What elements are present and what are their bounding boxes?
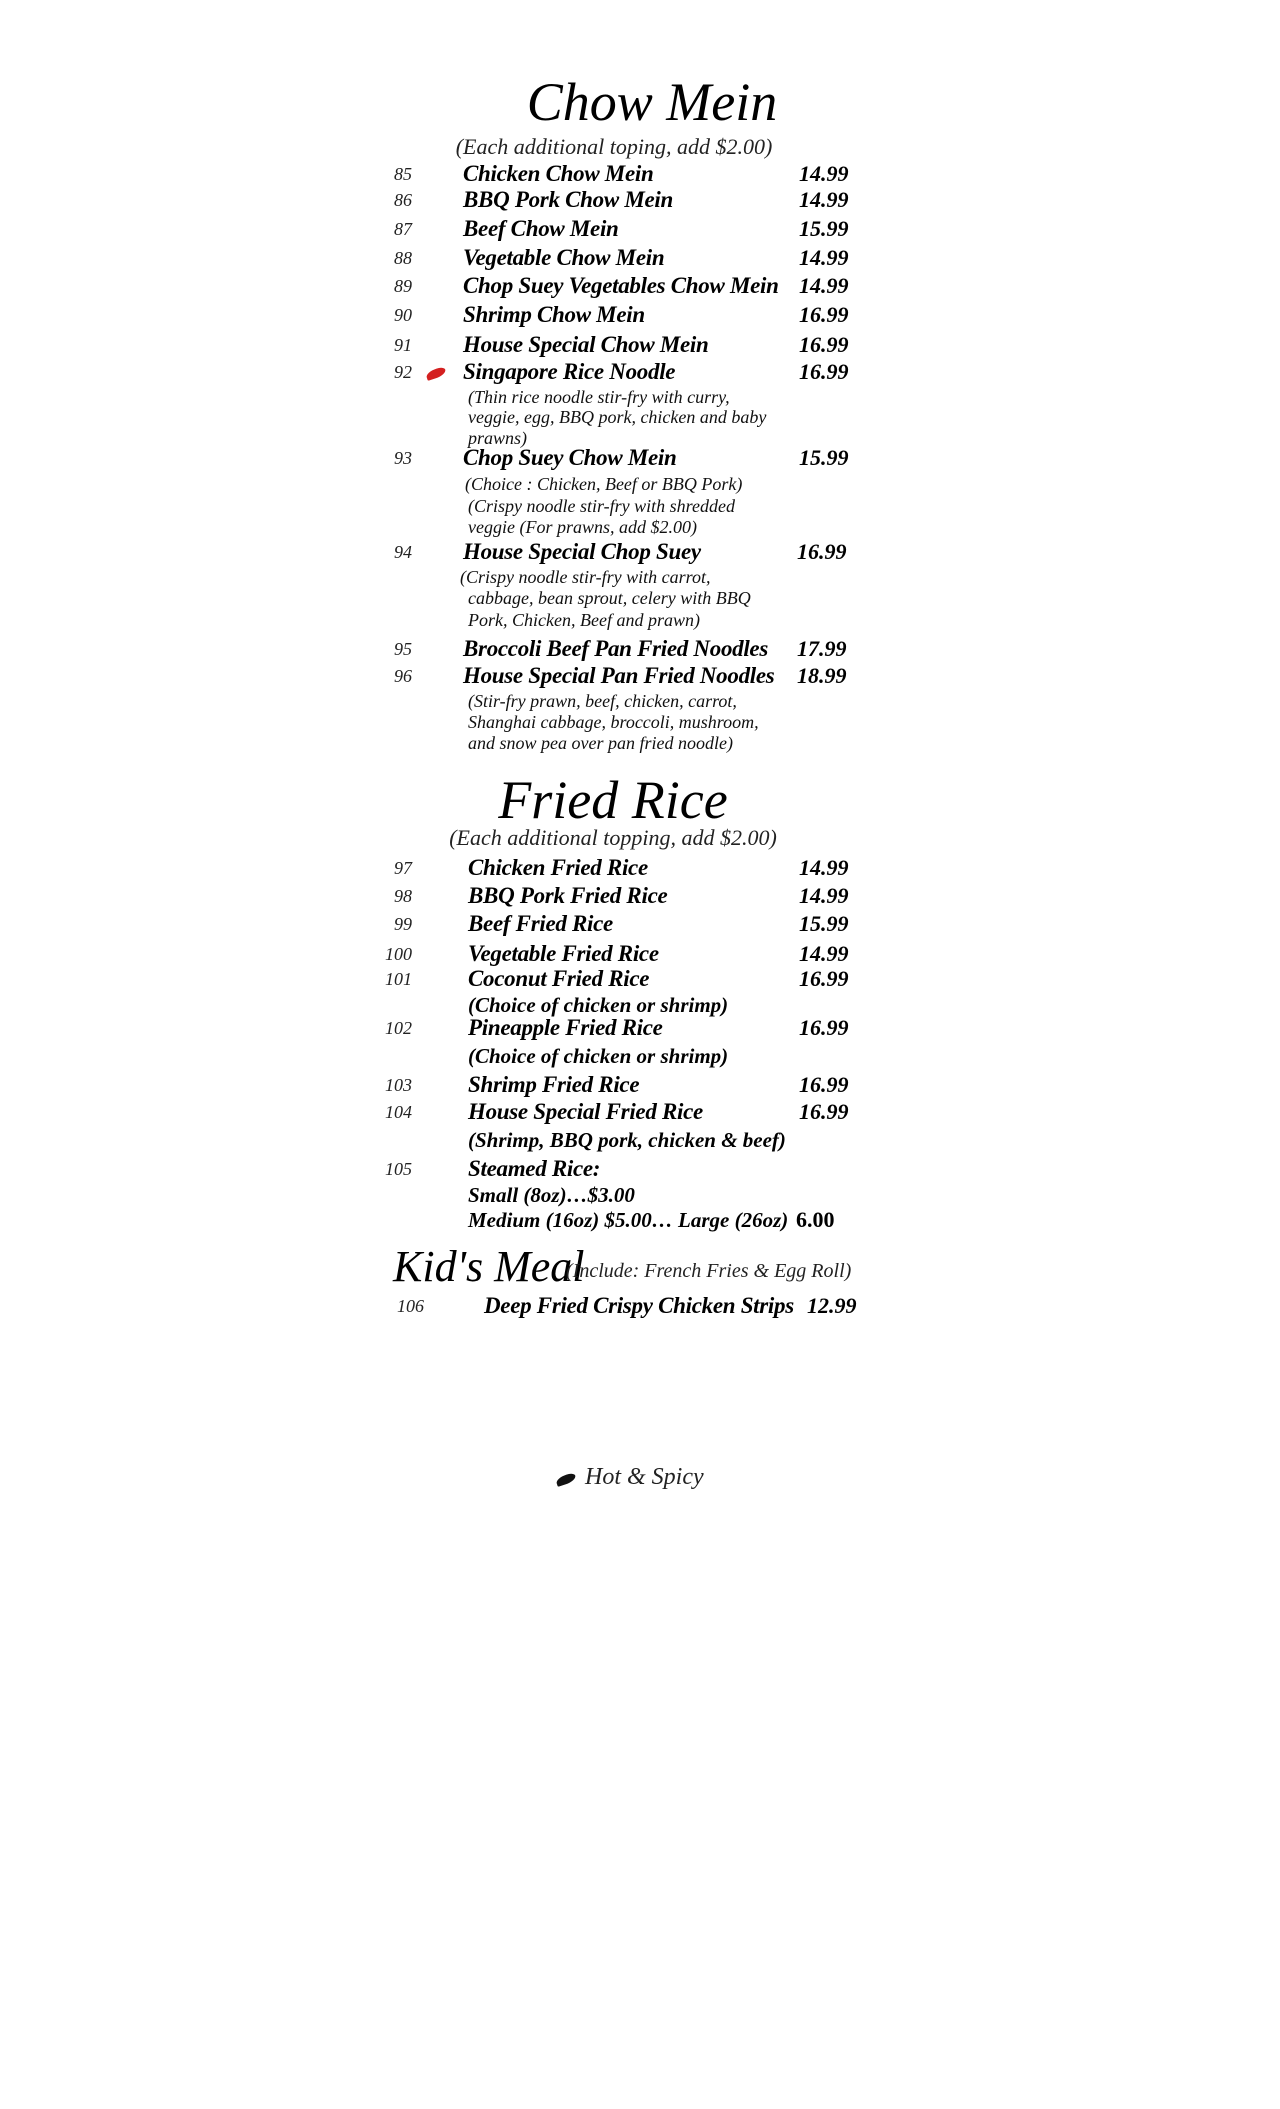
item-description: (Choice of chicken or shrimp) <box>468 993 729 1017</box>
item-number: 86 <box>394 190 412 210</box>
item-name: House Special Chow Mein <box>463 332 709 357</box>
item-price: 15.99 <box>799 216 849 241</box>
section-subtitle: (Each additional topping, add $2.00) <box>449 825 777 850</box>
item-description: (Choice : Chicken, Beef or BBQ Pork) <box>465 474 743 494</box>
item-description: cabbage, bean sprout, celery with BBQ <box>468 588 751 608</box>
legend-hot-spicy: Hot & Spicy <box>585 1464 704 1490</box>
item-price: 12.99 <box>807 1293 857 1318</box>
item-number: 97 <box>394 858 412 878</box>
item-number: 85 <box>394 164 412 184</box>
item-name: Pineapple Fried Rice <box>468 1015 663 1040</box>
item-description: prawns) <box>468 428 528 448</box>
item-price: 16.99 <box>799 332 849 357</box>
section-note: (Include: French Fries & Egg Roll) <box>566 1260 852 1282</box>
chili-pepper-icon <box>555 1472 577 1487</box>
item-number: 91 <box>394 335 412 355</box>
item-price: 16.99 <box>799 1099 849 1124</box>
item-size-option: Small (8oz)…$3.00 <box>468 1183 635 1207</box>
item-name: Shrimp Chow Mein <box>463 302 645 327</box>
item-name: Chop Suey Chow Mein <box>463 445 677 470</box>
item-price: 15.99 <box>799 445 849 470</box>
item-price: 16.99 <box>799 359 849 384</box>
item-name: Broccoli Beef Pan Fried Noodles <box>463 636 768 661</box>
section-title-fried-rice: Fried Rice <box>498 770 728 830</box>
item-number: 87 <box>394 219 412 239</box>
item-price: 16.99 <box>799 1072 849 1097</box>
item-price: 14.99 <box>799 161 849 186</box>
item-number: 90 <box>394 305 412 325</box>
item-price: 16.99 <box>799 1015 849 1040</box>
item-name: Chicken Fried Rice <box>468 855 648 880</box>
item-name: House Special Pan Fried Noodles <box>463 663 775 688</box>
item-number: 93 <box>394 448 412 468</box>
item-number: 101 <box>385 969 412 989</box>
item-price: 17.99 <box>797 636 847 661</box>
item-description: (Thin rice noodle stir-fry with curry, <box>468 387 730 407</box>
item-number: 89 <box>394 276 412 296</box>
item-description: veggie (For prawns, add $2.00) <box>468 517 697 537</box>
item-price: 16.99 <box>799 302 849 327</box>
item-number: 106 <box>397 1296 424 1316</box>
item-name: House Special Chop Suey <box>463 539 701 564</box>
item-description: veggie, egg, BBQ pork, chicken and baby <box>468 407 767 427</box>
item-price: 15.99 <box>799 911 849 936</box>
item-description: (Shrimp, BBQ pork, chicken & beef) <box>468 1128 786 1152</box>
item-name: Vegetable Fried Rice <box>468 941 659 966</box>
item-name: Chop Suey Vegetables Chow Mein <box>463 273 779 298</box>
item-name: Deep Fried Crispy Chicken Strips <box>484 1293 794 1318</box>
item-description: (Crispy noodle stir-fry with shredded <box>468 496 735 516</box>
item-number: 95 <box>394 639 412 659</box>
section-title-chow-mein: Chow Mein <box>526 72 778 132</box>
item-name: BBQ Pork Chow Mein <box>463 187 673 212</box>
item-number: 96 <box>394 666 412 686</box>
item-size-option: Medium (16oz) $5.00… Large (26oz) <box>468 1208 789 1232</box>
item-name: House Special Fried Rice <box>468 1099 703 1124</box>
item-number: 105 <box>385 1159 412 1179</box>
chili-pepper-icon <box>425 366 447 381</box>
item-price: 6.00 <box>796 1207 835 1232</box>
item-name: Vegetable Chow Mein <box>463 245 665 270</box>
item-number: 98 <box>394 886 412 906</box>
item-number: 99 <box>394 914 412 934</box>
section-title-kids-meal: Kid's Meal <box>393 1242 585 1291</box>
item-name: Coconut Fried Rice <box>468 966 650 991</box>
item-price: 14.99 <box>799 245 849 270</box>
item-name: BBQ Pork Fried Rice <box>468 883 668 908</box>
item-description: Pork, Chicken, Beef and prawn) <box>468 610 700 630</box>
item-price: 14.99 <box>799 941 849 966</box>
section-subtitle: (Each additional toping, add $2.00) <box>455 134 773 159</box>
item-name: Shrimp Fried Rice <box>468 1072 640 1097</box>
item-number: 88 <box>394 248 412 268</box>
item-number: 102 <box>385 1018 412 1038</box>
item-name: Steamed Rice: <box>468 1156 601 1181</box>
item-price: 14.99 <box>799 187 849 212</box>
item-price: 14.99 <box>799 855 849 880</box>
item-description: and snow pea over pan fried noodle) <box>468 733 733 753</box>
item-description: (Stir-fry prawn, beef, chicken, carrot, <box>468 691 737 711</box>
item-description: (Choice of chicken or shrimp) <box>468 1044 729 1068</box>
item-description: Shanghai cabbage, broccoli, mushroom, <box>468 712 759 732</box>
item-number: 100 <box>385 944 412 964</box>
item-name: Singapore Rice Noodle <box>463 359 676 384</box>
item-price: 16.99 <box>797 539 847 564</box>
item-price: 14.99 <box>799 883 849 908</box>
item-price: 18.99 <box>797 663 847 688</box>
item-price: 14.99 <box>799 273 849 298</box>
item-name: Beef Chow Mein <box>463 216 619 241</box>
item-name: Chicken Chow Mein <box>463 161 654 186</box>
item-number: 103 <box>385 1075 412 1095</box>
item-number: 92 <box>394 362 412 382</box>
item-description: (Crispy noodle stir-fry with carrot, <box>460 567 711 587</box>
item-name: Beef Fried Rice <box>468 911 613 936</box>
item-number: 104 <box>385 1102 412 1122</box>
item-number: 94 <box>394 542 412 562</box>
item-price: 16.99 <box>799 966 849 991</box>
